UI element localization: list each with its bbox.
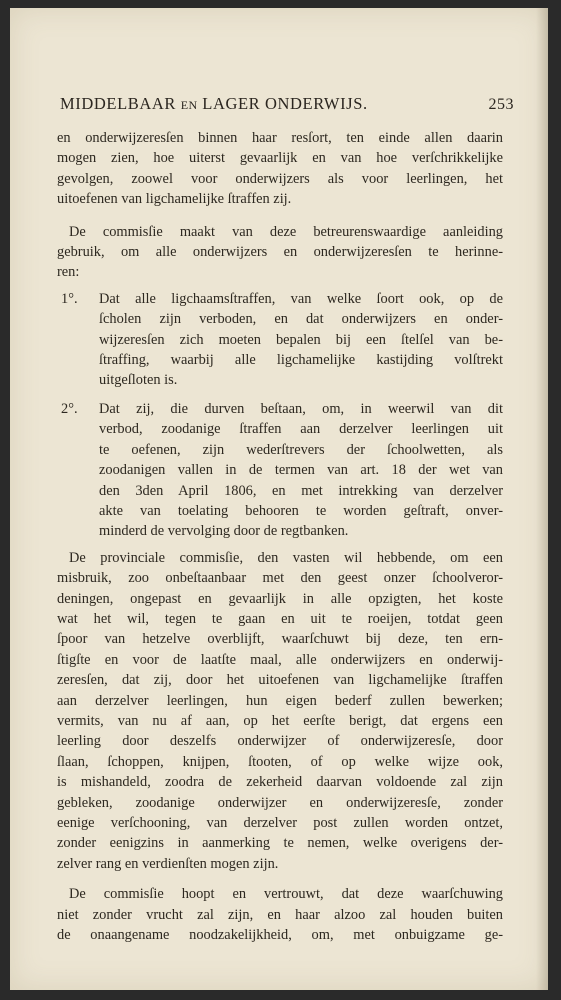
text-line: zelver rang en verdienſten mogen zijn. (57, 855, 279, 872)
text-line: deningen, ongepast en gevaarlijk in alle opzigten, het koste (57, 590, 503, 607)
text-line: zeresſen, dat zij, door het uitoefenen van ligchamelijke ſtraffen (57, 672, 503, 689)
text-line: ſlaan, ſchoppen, knijpen, ſtooten, of op welke wijze ook, (57, 753, 503, 770)
text-line: vermits, van nu af aan, op het eerſte berigt, dat ergens een (57, 712, 503, 729)
text-line: ſtigſte en voor de laatſte maal, alle onderwijzers en onderwij- (57, 651, 503, 668)
book-page (10, 8, 548, 990)
text-line: niet zonder vrucht zal zijn, en haar alzoo zal houden buiten (57, 906, 503, 923)
text-line: wat het wil, tegen te gaan en uit te roeijen, totdat geen (57, 610, 503, 627)
numbered-item-2 (57, 399, 503, 542)
text-line: De provinciale commisſie, den vasten wil hebbende, om een (69, 549, 503, 566)
text-line: den 3den April 1806, en met intrekking van derzelver (99, 482, 503, 499)
text-line: uitgeſloten is. (99, 372, 178, 389)
text-line: Dat alle ligchaamsſtraffen, van welke ſoort ook, op de (99, 290, 503, 307)
text-line: ſtraffing, waarbij alle ligchamelijke kastijding volſtrekt (99, 352, 503, 369)
text-line: ſcholen zijn verboden, en dat onderwijzers en onder- (99, 311, 503, 328)
text-line: uitoefenen van ligchamelijke ſtraffen zij. (57, 191, 292, 208)
text-line: gebleken, zoodanige onderwijzer en onderwijzeresſe, zonder (57, 794, 503, 811)
text-line: misbruik, zoo onbeſtaanbaar met den geest onzer ſchoolveror- (57, 570, 503, 587)
running-head (60, 94, 514, 114)
text-line: aan derzelver leerlingen, hun eigen bederf zullen bewerken; (57, 692, 503, 709)
page-body (57, 128, 503, 945)
text-line: ren: (57, 264, 80, 281)
running-head-title (60, 94, 368, 114)
paragraph-1 (57, 128, 503, 210)
text-line: mogen zien, hoe uiterst gevaarlijk en van hoe verſchrikkelijke (57, 150, 503, 167)
text-line: leerling door deszelfs onderwijzer of onderwijzeresſe, door (57, 733, 503, 750)
text-line: te oefenen, zijn wederſtrevers der ſchoolwetten, als (99, 441, 503, 458)
text-line: minderd de vervolging door de regtbanken. (99, 523, 349, 540)
paragraph-2 (57, 222, 503, 283)
running-head-word-1: MIDDELBAAR (60, 94, 176, 113)
numbered-item-1 (57, 289, 503, 391)
text-line: gebruik, om alle onderwijzers en onderwijzeresſen te herinne- (57, 244, 503, 261)
paragraph-4 (57, 884, 503, 945)
text-line: de onaangename noodzakelijkheid, om, met onbuigzame ge- (57, 927, 503, 944)
text-line: is mishandeld, zoodra de zekerheid daarvan voldoende zal zijn (57, 774, 503, 791)
text-line: wijzeresſen zich moeten bepalen bij een ſtelſel van be- (99, 331, 503, 348)
text-line: verbod, zoodanige ſtraffen aan derzelver leerlingen uit (99, 421, 503, 438)
paragraph-3 (57, 548, 503, 875)
text-line: ſpoor van hetzelve overblijft, waarſchuwt bij deze, ten ern- (57, 631, 503, 648)
text-line: akte van toelating behooren te worden geſtraft, onver- (99, 502, 503, 519)
text-line: De commisſie maakt van deze betreurenswaardige aanleiding (69, 223, 503, 240)
text-line: gevolgen, zoowel voor onderwijzers als voor leerlingen, het (57, 170, 503, 187)
text-line: De commisſie hoopt en vertrouwt, dat deze waarſchuwing (69, 886, 503, 903)
text-line: Dat zij, die durven beſtaan, om, in weerwil van dit (99, 400, 503, 417)
text-line: en onderwijzeresſen binnen haar resſort, ten einde allen daarin (57, 130, 503, 146)
item-number: 2°. (61, 400, 78, 417)
text-line: zonder eenigzins in aanmerking te nemen, welke overigens der- (57, 835, 503, 852)
running-head-word-2: LAGER ONDERWIJS. (202, 94, 368, 113)
item-number: 1°. (61, 290, 78, 307)
text-line: zoodanigen vallen in de termen van art. 18 der wet van (99, 462, 503, 479)
page-number: 253 (488, 96, 514, 113)
text-line: eenige verſchooning, van derzelver post zullen worden ontzet, (57, 815, 503, 831)
running-head-word-en: EN (180, 98, 198, 112)
